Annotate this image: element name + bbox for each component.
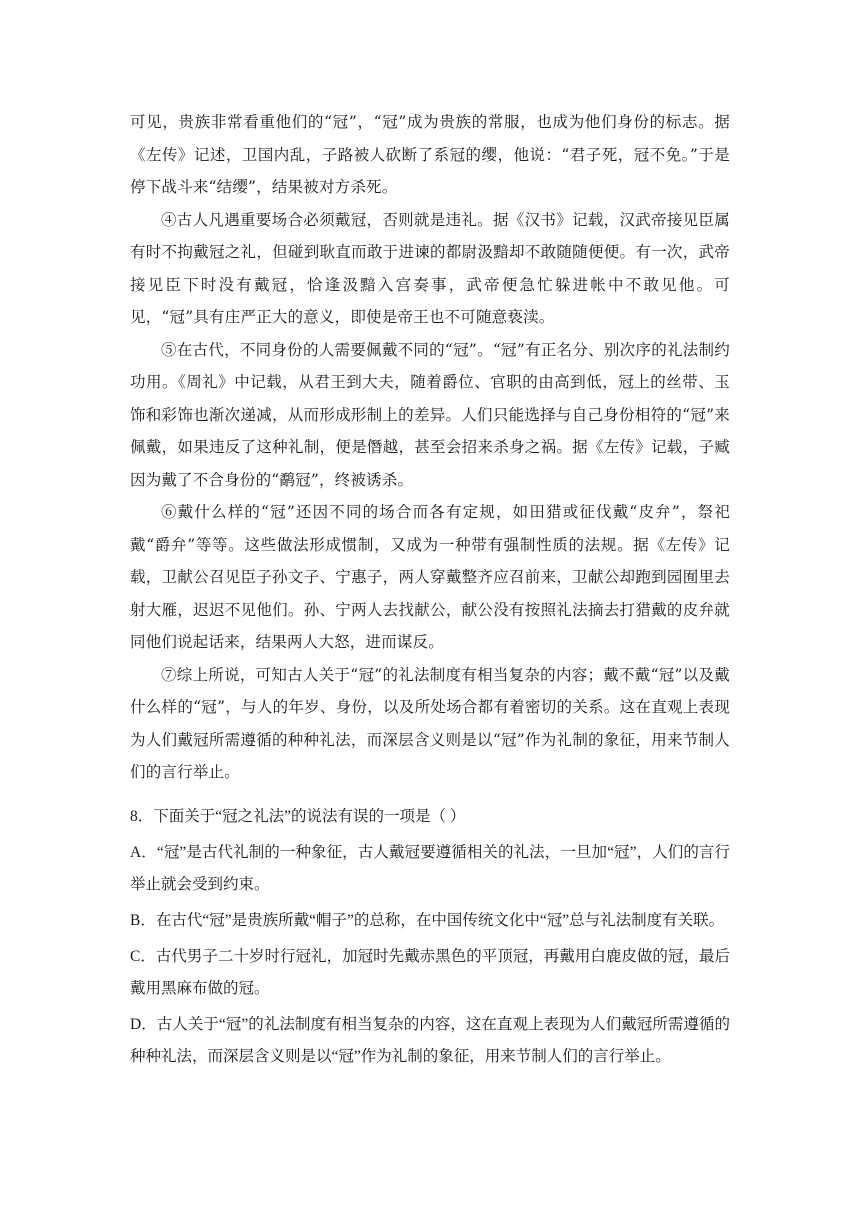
option-d: D．古人关于“冠”的礼法制度有相当复杂的内容，这在直观上表现为人们戴冠所需遵循的种种礼法，而深层含义则是以“冠”作为礼制的象征，用来节制人们的言行举止。 bbox=[130, 1015, 730, 1065]
passage-paragraph-5: ⑤在古代，不同身份的人需要佩戴不同的“冠”。“冠”有正名分、别次序的礼法制约功用。《周礼》中记载，从君王到大夫，随着爵位、官职的由高到低，冠上的丝带、玉饰和彩饰也渐次递减，从而形成形制上的差异。人们只能选择与自己身份相符的“冠”来佩戴，如果违反了这种礼制，便是僭越，甚至会招来杀身之祸。据《左传》记载，子臧因为戴了不合身份的“鹬冠”，终被诱杀。 bbox=[130, 340, 730, 489]
passage-paragraph-4: ④古人凡遇重要场合必须戴冠，否则就是违礼。据《汉书》记载，汉武帝接见臣属有时不拘戴冠之礼，但碰到耿直而敢于进谏的都尉汲黯却不敢随随便便。有一次，武帝接见臣下时没有戴冠，恰逢汲黯入宫奏事，武帝便急忙躲进帐中不敢见他。可见，“冠”具有庄严正大的意义，即使是帝王也不可随意亵渎。 bbox=[130, 210, 730, 326]
question-stem: 8．下面关于“冠之礼法”的说法有误的一项是（ ） bbox=[130, 807, 466, 825]
option-b: B．在古代“冠”是贵族所戴“帽子”的总称，在中国传统文化中“冠”总与礼法制度有关联。 bbox=[130, 911, 725, 929]
passage-paragraph-continued: 可见，贵族非常看重他们的“冠”，“冠”成为贵族的常服，也成为他们身份的标志。据《左传》记述，卫国内乱，子路被人砍断了系冠的缨，他说：“君子死，冠不免。”于是停下战斗来“结缨”，结果被对方杀死。 bbox=[130, 113, 730, 196]
option-c: C．古代男子二十岁时行冠礼，加冠时先戴赤黑色的平顶冠，再戴用白鹿皮做的冠，最后戴用黑麻布做的冠。 bbox=[130, 947, 730, 997]
passage-paragraph-6: ⑥戴什么样的“冠”还因不同的场合而各有定规，如田猎或征伐戴“皮弁”，祭祀戴“爵弁”等等。这些做法形成惯制，又成为一种带有强制性质的法规。据《左传》记载，卫献公召见臣子孙文子、宁惠子，两人穿戴整齐应召前来，卫献公却跑到园囿里去射大雁，迟迟不见他们。孙、宁两人去找献公，献公没有按照礼法摘去打猎戴的皮弁就同他们说起话来，结果两人大怒，进而谋反。 bbox=[130, 503, 730, 651]
question-8 bbox=[130, 801, 730, 1073]
passage-paragraph-7: ⑦综上所说，可知古人关于“冠”的礼法制度有相当复杂的内容；戴不戴“冠”以及戴什么样的“冠”，与人的年岁、身份，以及所处场合都有着密切的关系。这在直观上表现为人们戴冠所需遵循的种种礼法，而深层含义则是以“冠”作为礼制的象征，用来节制人们的言行举止。 bbox=[130, 665, 730, 781]
option-a: A．“冠”是古代礼制的一种象征，古人戴冠要遵循相关的礼法，一旦加“冠”，人们的言行举止就会受到约束。 bbox=[130, 843, 730, 893]
document-page bbox=[130, 106, 730, 1077]
